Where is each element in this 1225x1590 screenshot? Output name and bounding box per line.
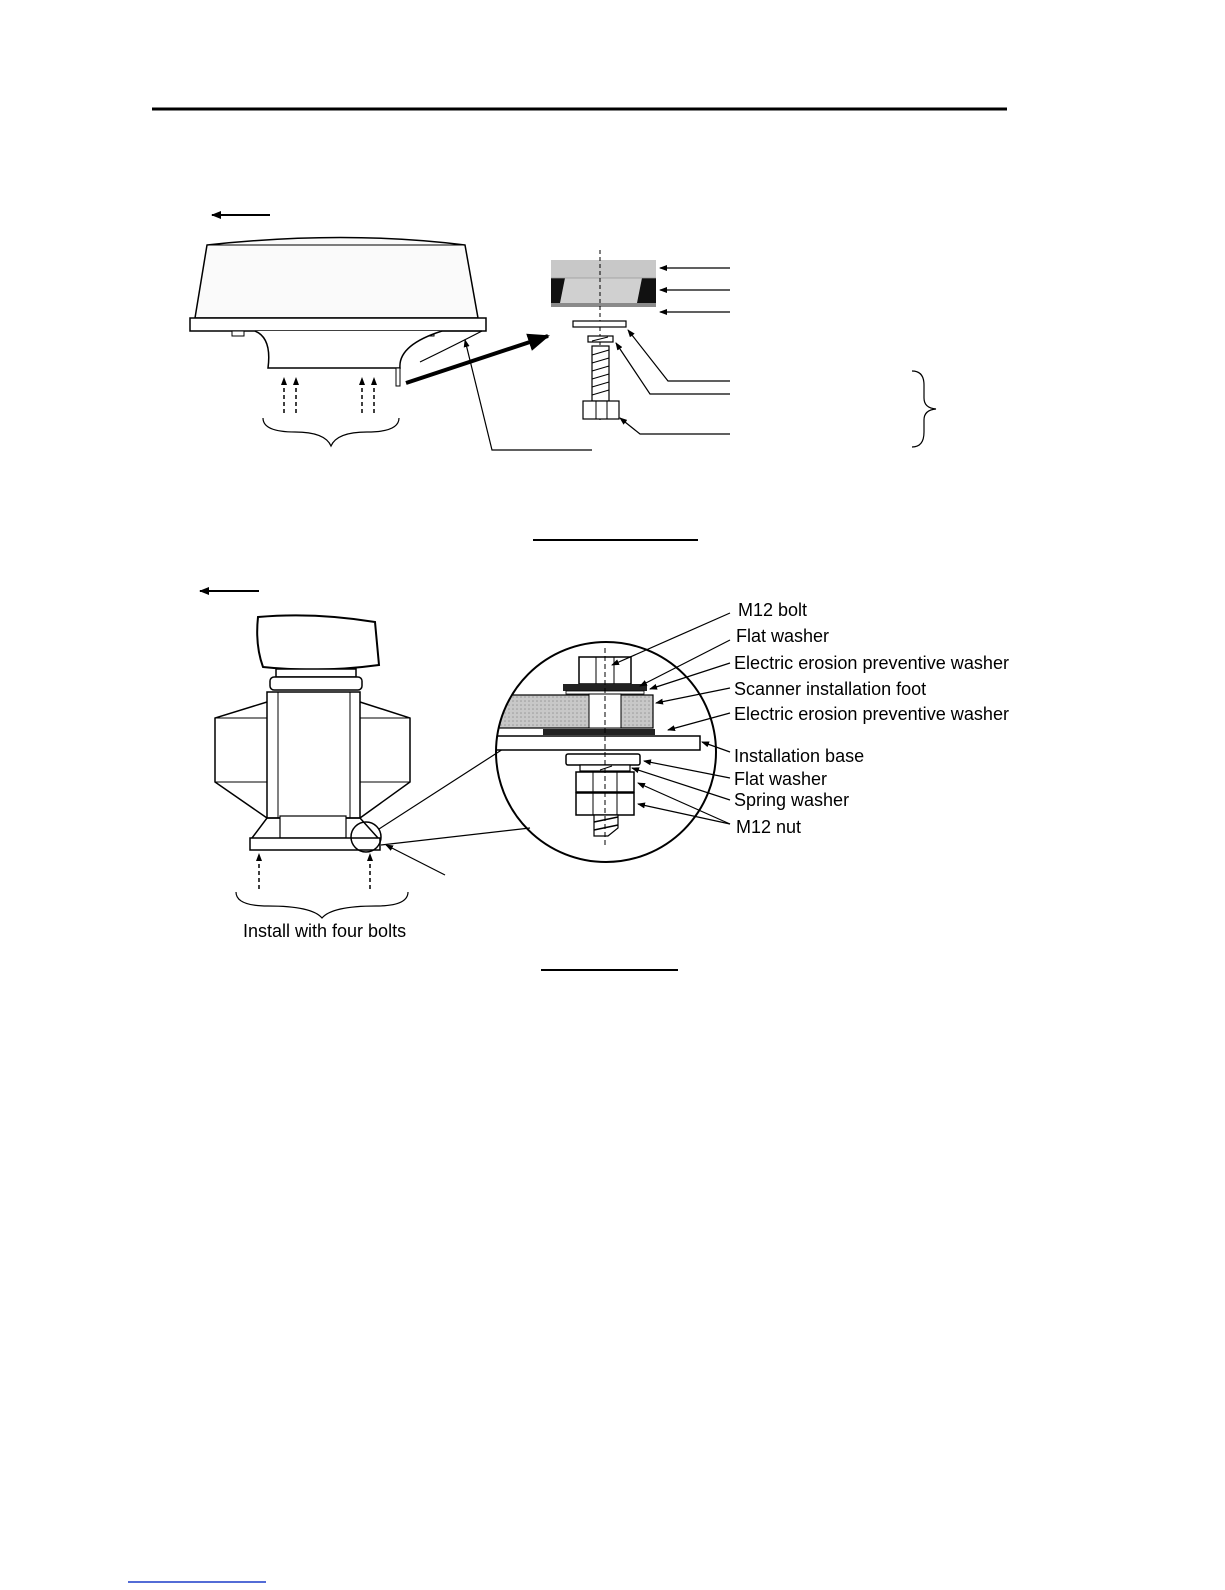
scanner-right-wing [360,702,410,818]
leader-line [612,613,730,665]
bolts-brace [263,418,399,446]
leader-line [644,761,730,778]
label-m12-bolt: M12 bolt [738,600,808,620]
figure-2-open-scanner-installation [200,591,1009,941]
leader-line [628,330,730,381]
bolt-detail-section [551,250,656,420]
scanner-installation-foot [250,838,380,850]
leader-line [632,768,730,800]
radome-flange [190,318,486,331]
leader-line [656,688,730,703]
leader-line [638,804,730,824]
label-flat-washer-top: Flat washer [736,626,830,646]
leader-line [616,343,730,394]
label-spring-washer: Spring washer [734,790,850,810]
label-m12-nut: M12 nut [736,817,802,837]
radome-pedestal [255,331,442,368]
install-note-label: Install with four bolts [243,921,407,941]
leader-line [650,663,730,689]
scanner-body [267,692,360,818]
leader-line [668,713,730,730]
label-installation-base: Installation base [734,746,865,766]
scanner-left-wing [215,702,267,818]
radome-dome [195,238,478,319]
leader-line [638,783,730,824]
label-scanner-installation-foot: Scanner installation foot [734,679,927,699]
scanner-motor-housing [257,615,379,669]
figure-1-radome-installation [190,215,936,450]
detail-pointer [386,845,445,875]
hardware-brace [912,371,936,447]
label-flat-washer-bottom: Flat washer [734,769,828,789]
detail-pointer-arrow [406,336,548,383]
bolts-brace [236,892,408,918]
label-erosion-washer-top: Electric erosion preventive washer [734,653,1010,673]
label-erosion-washer-bottom: Electric erosion preventive washer [734,704,1010,724]
leader-line [620,418,730,434]
